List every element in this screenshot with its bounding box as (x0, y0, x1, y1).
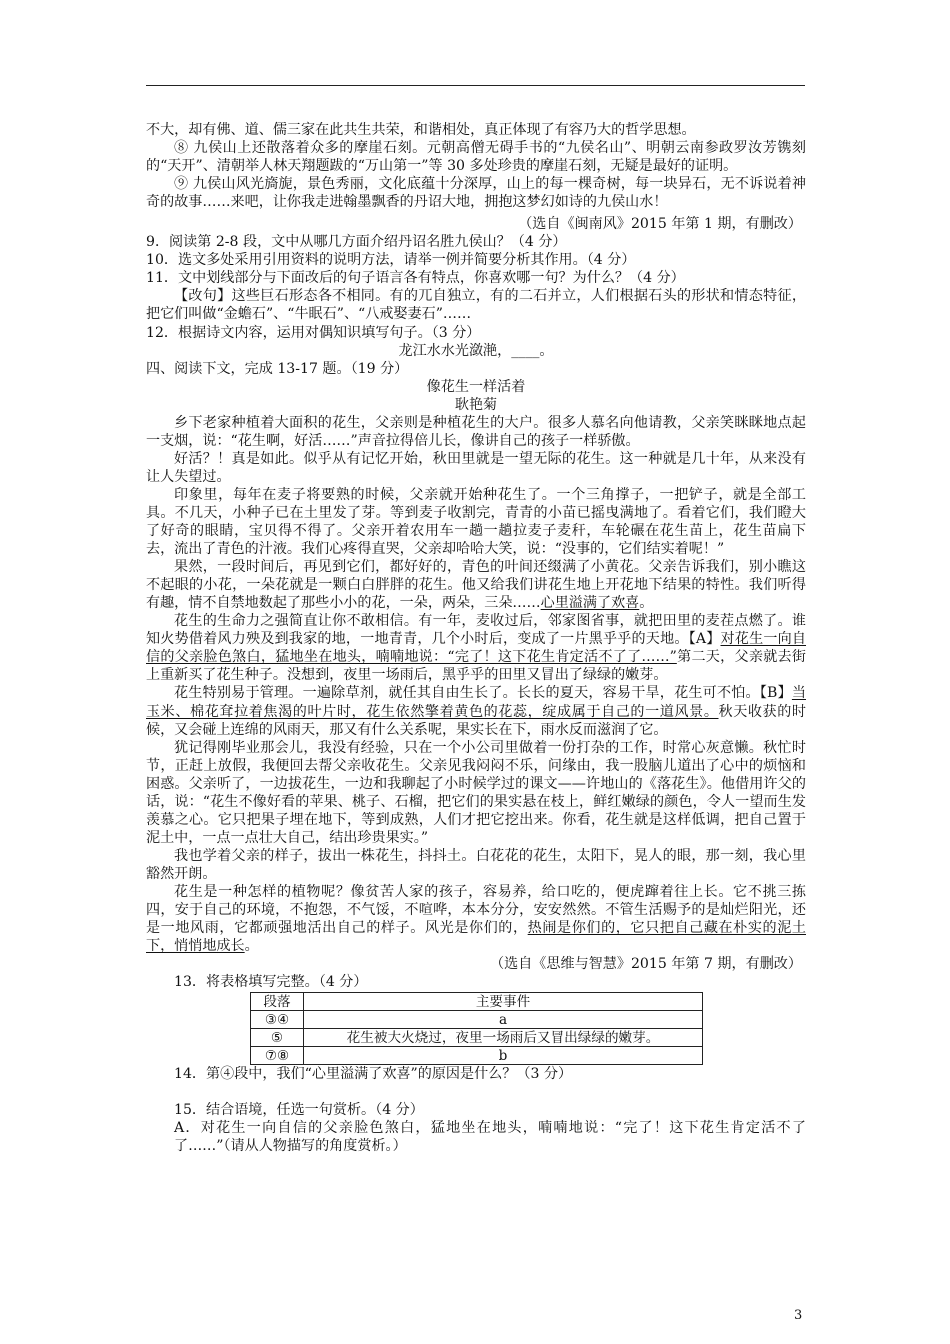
question-15: 15．结合语境，任选一句赏析。（4 分） (174, 1102, 424, 1119)
question-10: 10．选文多处采用引用资料的说明方法，请举一例并简要分析其作用。（4 分） (146, 252, 636, 269)
article-paragraph-1: 乡下老家种植着大面积的花生，父亲则是种植花生的大户。很多人慕名向他请教，父亲笑眯眯地点起一支烟，说：“花生啊，好活……”声音拉得倍儿长，像讲自己的孩子一样骄傲。 (146, 414, 806, 449)
table-row (251, 1011, 703, 1029)
table-header-cell: 段落 (251, 993, 304, 1011)
revised-sentence: 【改句】这些巨石形态各不相同。有的兀自独立，有的二石并立，人们根据石头的形状和情态特征，把它们叫做“金蟾石”、“牛眠石”、“八戒娶妻石”…… (146, 288, 806, 323)
section-4-heading: 四、阅读下文，完成 13-17 题。（19 分） (146, 360, 409, 377)
underlined-ending: 热闹是你们的，它只把自己藏在朴实的泥土下，悄悄地成长 (146, 920, 806, 955)
article-paragraph-5: 花生的生命力之强简直让你不敢相信。有一年，麦收过后，邻家图省事，就把田里的麦茬点燃了。谁知火势借着风力殃及到我家的地，一地青青，几个小时后，变成了一片黑乎乎的天地。【A】对花生一向自信的父亲脸色煞白，猛地坐在地头，喃喃地说：“完了！这下花生肯定活不了了……”第二天，父亲就去街上重新买了花生种子。没想到，夜里一场雨后，黑乎乎的田里又冒出了绿绿的嫩芽。 (146, 613, 807, 684)
paragraph-9: ⑨ 九侯山风光旖旎，景色秀丽，文化底蕴十分深厚，山上的每一棵奇树，每一块异石，无不诉说着神奇的故事……来吧，让你我走进翰墨飘香的丹诏大地，拥抱这梦幻如诗的九侯山水！ (146, 176, 806, 211)
underlined-joy: 心里溢满了欢喜 (540, 595, 640, 612)
table-header-row (251, 993, 703, 1011)
paragraph-8: ⑧ 九侯山上还散落着众多的摩崖石刻。元朝高僧无碍手书的“九侯名山”、明朝云南参政罗汝芳镌刻的“天开”、清朝举人林天翔题跋的“万山第一”等 30 多处珍贵的摩崖石刻，无疑是最好的证明。 (146, 140, 806, 175)
source-note-2: （选自《思维与智慧》2015 年第 7 期，有删改） (490, 956, 802, 973)
article-title: 像花生一样活着 (426, 378, 526, 395)
table-row (251, 1029, 703, 1047)
question-11: 11．文中划线部分与下面改后的句子语言各有特点，你喜欢哪一句？为什么？（4 分） (146, 270, 685, 287)
article-paragraph-8: 我也学着父亲的样子，拔出一株花生，抖抖土。白花花的花生，太阳下，晃人的眼，那一刻，我心里豁然开朗。 (146, 847, 806, 882)
article-paragraph-6: 花生特别易于管理。一遍除草剂，就任其自由生长了。长长的夏天，容易干旱，花生可不怕。【B】当玉米、棉花耷拉着焦渴的叶片时，花生依然擎着黄色的花蕊，绽成属于自己的一道风景。秋天收获的时候，又会碰上连绵的风雨天，那又有什么关系呢，果实长在下，雨水反而滋润了它。 (146, 685, 807, 738)
paragraph-7-tail: 不大，却有佛、道、儒三家在此共生共荣，和谐相处，真正体现了有容乃大的哲学思想。 (146, 122, 696, 138)
table-header-cell: 主要事件 (304, 993, 703, 1011)
table-cell: b (304, 1047, 703, 1065)
underlined-sentence-b: 当玉米、棉花耷拉着焦渴的叶片时，花生依然擎着黄色的花蕊，绽成属于自己的一道风景。 (146, 685, 806, 720)
article-paragraph-4: 果然，一段时间后，再见到它们，都好好的，青色的叶间还缀满了小黄花。父亲告诉我们，别小瞧这不起眼的小花，一朵花就是一颗白白胖胖的花生。他又给我们讲花生地上开花地下结果的特性。我们听得有趣，情不自禁地数起了那些小小的花，一朵，两朵，三朵……心里溢满了欢喜。 (146, 559, 806, 612)
question-13: 13．将表格填写完整。（4 分） (174, 974, 368, 991)
page-number: 3 (794, 1308, 803, 1323)
underlined-sentence-a: 对花生一向自信的父亲脸色煞白，猛地坐在地头，喃喃地说：“完了！这下花生肯定活不了了……” (146, 631, 807, 666)
table-cell: ③④ (251, 1011, 304, 1029)
question-15-option-a: A．对花生一向自信的父亲脸色煞白，猛地坐在地头，喃喃地说：“完了！这下花生肯定活不了了……”（请从人物描写的角度赏析。） (174, 1120, 806, 1155)
table-cell: 花生被大火烧过，夜里一场雨后又冒出绿绿的嫩芽。 (304, 1029, 703, 1047)
question-9: 9．阅读第 2-8 段，文中从哪几方面介绍丹诏名胜九侯山？（4 分） (146, 234, 567, 251)
page-content (146, 121, 806, 1155)
article-paragraph-9: 花生是一种怎样的植物呢？像贫苦人家的孩子，容易养，给口吃的，便虎蹿着往上长。它不挑三拣四，安于自己的环境，不抱怨，不气馁，不喧哗，本本分分，安安然然。不管生活赐予的是灿烂阳光，还是一地风雨，它都顽强地活出自己的样子。风光是你们的，热闹是你们的，它只把自己藏在朴实的泥土下，悄悄地成长。 (146, 883, 806, 955)
article-paragraph-2: 好活？！真是如此。似乎从有记忆开始，秋田里就是一望无际的花生。这一种就是几十年，从来没有让人失望过。 (146, 450, 806, 485)
events-table (250, 992, 703, 1065)
question-14: 14．第④段中，我们“心里溢满了欢喜”的原因是什么？（3 分） (174, 1066, 573, 1083)
table-cell: a (304, 1011, 703, 1029)
article-paragraph-3: 印象里，每年在麦子将要熟的时候，父亲就开始种花生了。一个三角撑子，一把铲子，就是全部工具。不几天，小种子已在土里发了芽。等到麦子收割完，青青的小苗已摇曳满地了。看着它们，我们瞪大了好奇的眼睛，宝贝得不得了。父亲开着农用车一趟一趟拉麦子麦秆，车轮碾在花生苗上，花生苗扁下去，流出了青色的汁液。我们心疼得直哭，父亲却哈哈大笑，说：“没事的，它们结实着呢！” (146, 486, 806, 558)
article-paragraph-7: 犹记得刚毕业那会儿，我没有经验，只在一个小公司里做着一份打杂的工作，时常心灰意懒。秋忙时节，正赶上放假，我便回去帮父亲收花生。父亲见我闷闷不乐，问缘由，我一股脑儿道出了心中的烦恼和困惑。父亲听了，一边拔花生，一边和我聊起了小时候学过的课文——许地山的《落花生》。他借用许父的话，说：“花生不像好看的苹果、桃子、石榴，把它们的果实悬在枝上，鲜红嫩绿的颜色，令人一望而生发羡慕之心。它只把果子埋在地下，等到成熟，人们才把它挖出来。你看，花生就是这样低调，把自己置于泥土中，一点一点壮大自己，结出珍贵果实。” (146, 739, 806, 846)
table-cell: ⑦⑧ (251, 1047, 304, 1065)
table-cell: ⑤ (251, 1029, 304, 1047)
source-note-1: （选自《闽南风》2015 年第 1 期，有删改） (518, 216, 802, 233)
table-row (251, 1047, 703, 1065)
article-author: 耿艳菊 (454, 396, 498, 413)
header-rule (146, 85, 805, 86)
question-12: 12．根据诗文内容，运用对偶知识填写句子。（3 分） (146, 324, 481, 341)
couplet-line: 龙江水水光潋滟，____。 (398, 342, 554, 359)
